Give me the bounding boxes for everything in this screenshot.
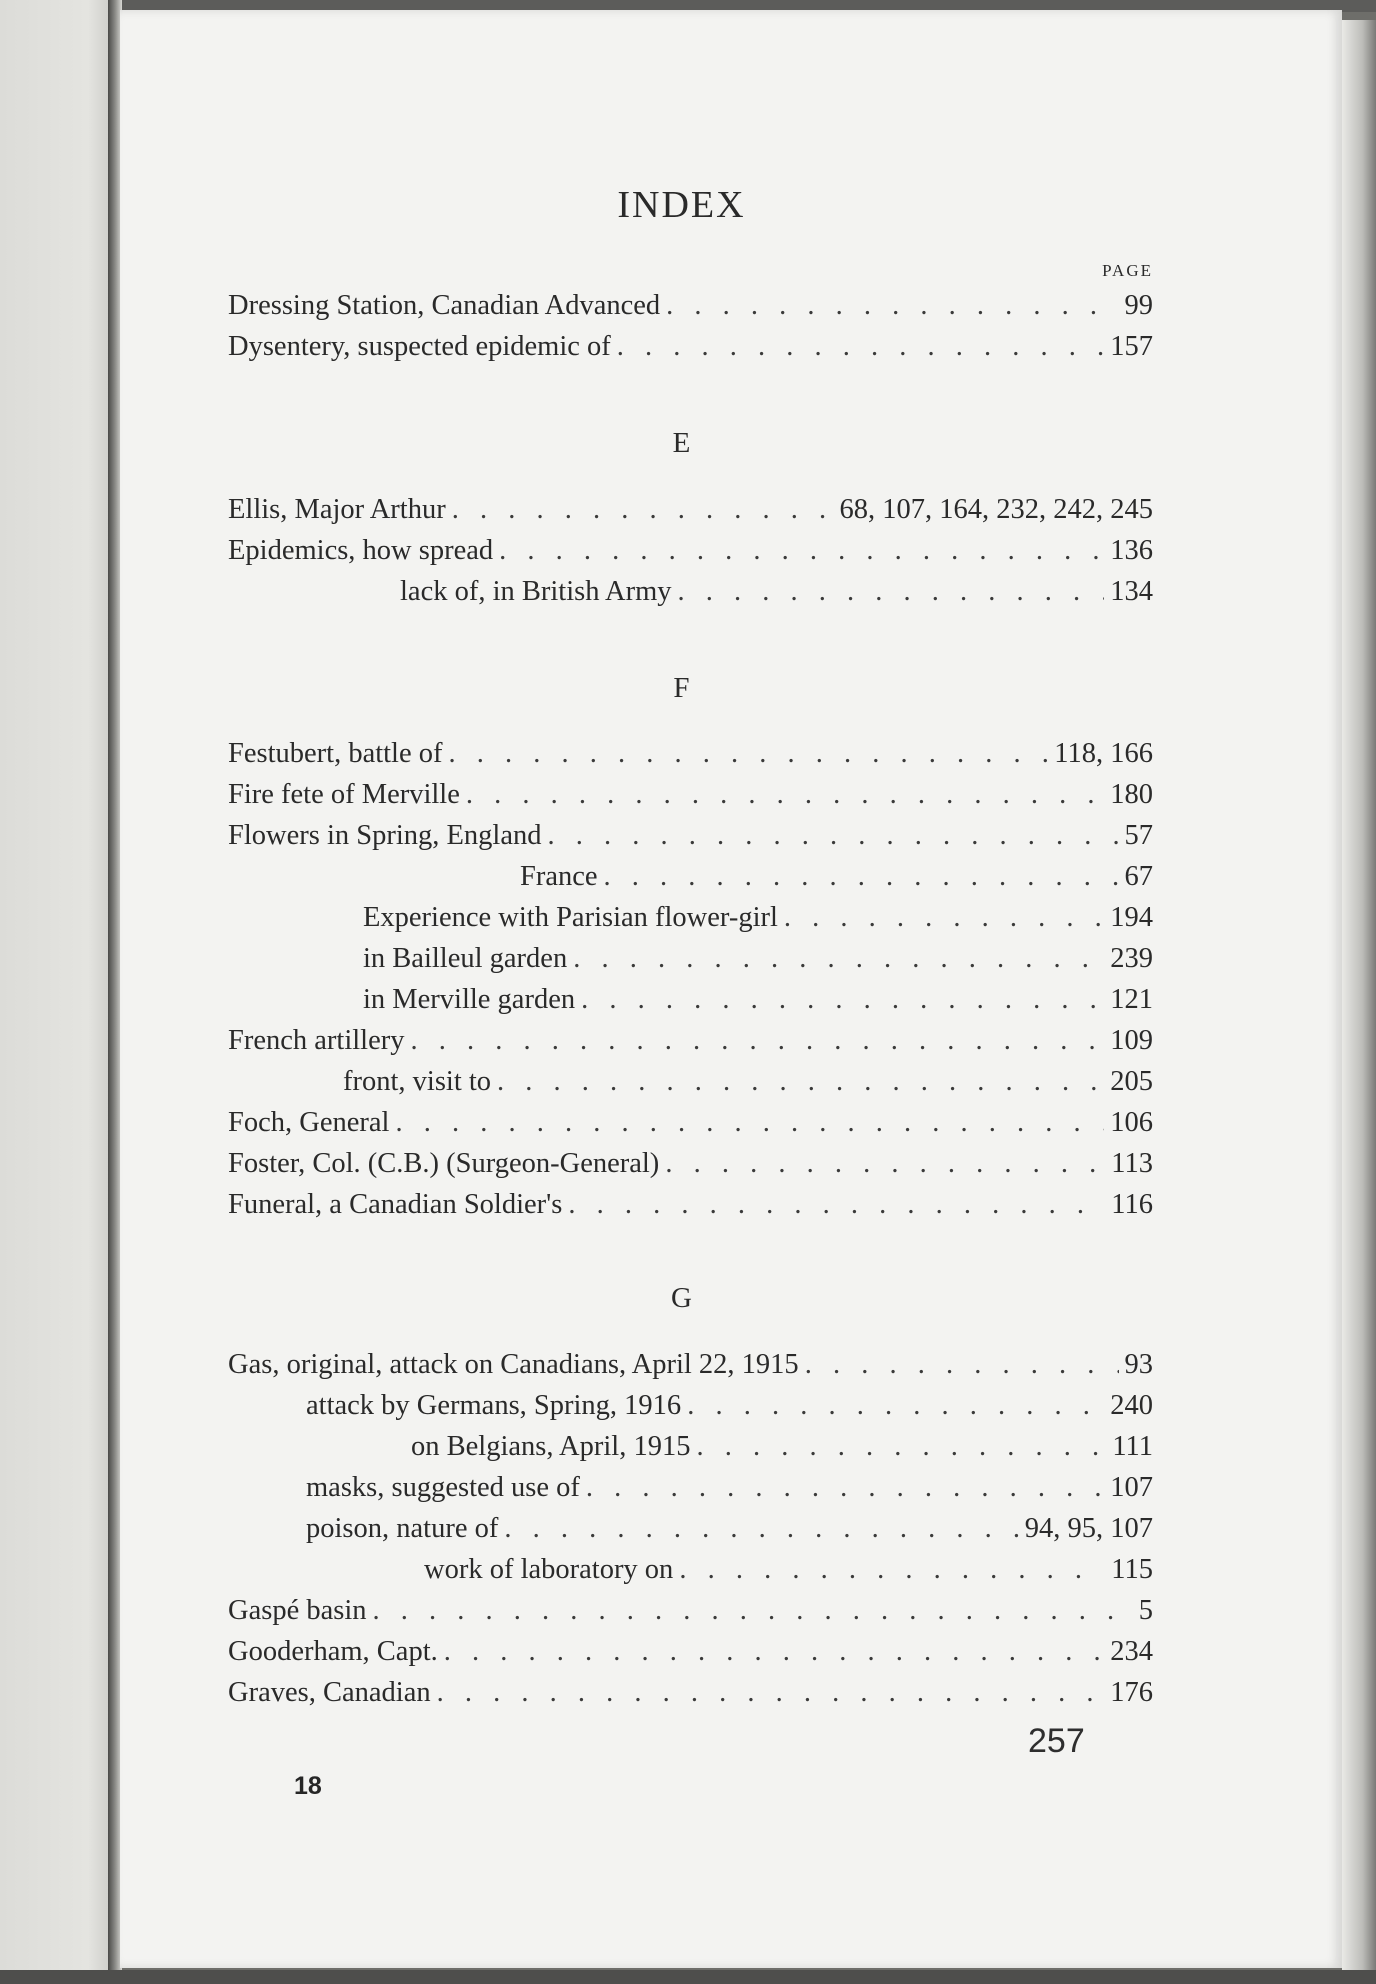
entry-pages: 94, 95, 107 [1024, 1513, 1153, 1544]
index-entry [228, 1107, 1153, 1147]
leader-dots [497, 1066, 1104, 1098]
entry-label: Flowers in Spring, England [228, 820, 542, 851]
entry-pages: 68, 107, 164, 232, 242, 245 [839, 494, 1153, 525]
leader-dots [410, 1025, 1104, 1057]
entry-label: masks, suggested use of [306, 1472, 580, 1503]
entry-label: Fire fete of Merville [228, 779, 460, 810]
entry-pages: 194 [1110, 902, 1153, 933]
entry-label: Festubert, battle of [228, 738, 443, 769]
entry-pages: 109 [1110, 1025, 1153, 1056]
index-entry [228, 1189, 1153, 1229]
entry-label: France [520, 861, 598, 892]
leader-dots [665, 1148, 1105, 1180]
entry-pages: 115 [1111, 1554, 1153, 1585]
entry-pages: 157 [1110, 331, 1153, 362]
leader-dots [568, 1189, 1105, 1221]
entry-label: Dysentery, suspected epidemic of [228, 331, 611, 362]
entry-label: attack by Germans, Spring, 1916 [306, 1390, 682, 1421]
index-subentry [363, 984, 1153, 1024]
leader-dots [504, 1513, 1018, 1545]
entry-pages: 176 [1110, 1677, 1153, 1708]
page-column-label: PAGE [1102, 261, 1153, 280]
index-title: INDEX [617, 184, 746, 226]
entry-label: Gooderham, Capt. [228, 1636, 438, 1667]
entry-label: poison, nature of [306, 1513, 499, 1544]
index-entry [228, 1677, 1153, 1717]
index-entry [228, 1595, 1153, 1635]
index-subentry [400, 576, 1153, 616]
entry-label: Foster, Col. (C.B.) (Surgeon-General) [228, 1148, 660, 1179]
index-subentry [520, 861, 1153, 901]
entry-label: Ellis, Major Arthur [228, 494, 446, 525]
entry-label: work of laboratory on [424, 1554, 674, 1585]
leader-dots [805, 1349, 1119, 1381]
index-subentry [306, 1513, 1153, 1553]
entry-pages: 136 [1110, 535, 1153, 566]
entry-label: Foch, General [228, 1107, 390, 1138]
leader-dots [452, 494, 834, 526]
leader-dots [617, 331, 1104, 363]
entry-label: Gas, original, attack on Canadians, April 22, 1915 [228, 1349, 799, 1380]
entry-label: front, visit to [343, 1066, 492, 1097]
entry-pages: 134 [1110, 576, 1153, 607]
index-entry [228, 779, 1153, 819]
index-subentry [306, 1390, 1153, 1430]
entry-pages: 93 [1124, 1349, 1153, 1380]
index-entry [228, 1349, 1153, 1389]
entry-pages: 111 [1112, 1431, 1153, 1462]
index-subentry [363, 943, 1153, 983]
leader-dots [581, 984, 1104, 1016]
leader-dots [373, 1595, 1133, 1627]
entry-pages: 5 [1138, 1595, 1153, 1626]
entry-label: Gaspé basin [228, 1595, 367, 1626]
index-subentry [424, 1554, 1153, 1594]
entry-pages: 107 [1110, 1472, 1153, 1503]
entry-pages: 67 [1124, 861, 1153, 892]
index-entry [228, 738, 1153, 778]
leader-dots [437, 1677, 1105, 1709]
index-entry [228, 535, 1153, 575]
leader-dots [586, 1472, 1104, 1504]
entry-pages: 113 [1111, 1148, 1153, 1179]
index-entry [228, 290, 1153, 330]
index-entry [228, 820, 1153, 860]
entry-label: Graves, Canadian [228, 1677, 431, 1708]
scan-bottom-edge [0, 1970, 1376, 1984]
leader-dots [449, 738, 1049, 770]
entry-label: Epidemics, how spread [228, 535, 494, 566]
leader-dots [678, 576, 1105, 608]
entry-pages: 116 [1111, 1189, 1153, 1220]
index-entry [228, 494, 1153, 534]
entry-label: in Merville garden [363, 984, 576, 1015]
entry-pages: 205 [1110, 1066, 1153, 1097]
entry-label: Dressing Station, Canadian Advanced [228, 290, 661, 321]
leader-dots [687, 1390, 1104, 1422]
leader-dots [666, 290, 1118, 322]
entry-label: Funeral, a Canadian Soldier's [228, 1189, 563, 1220]
index-subentry [363, 902, 1153, 942]
entry-pages: 240 [1110, 1390, 1153, 1421]
page-number: 257 [1028, 1722, 1085, 1760]
index-entry [228, 1636, 1153, 1676]
section-letter-f: F [673, 672, 690, 704]
entry-pages: 239 [1110, 943, 1153, 974]
leader-dots [395, 1107, 1104, 1139]
section-letter-e: E [672, 427, 691, 459]
entry-pages: 234 [1110, 1636, 1153, 1667]
leader-dots [679, 1554, 1105, 1586]
leader-dots [696, 1431, 1106, 1463]
index-entry [228, 1148, 1153, 1188]
entry-pages: 106 [1110, 1107, 1153, 1138]
page-fore-edge [1342, 20, 1376, 1970]
leader-dots [604, 861, 1119, 893]
leader-dots [444, 1636, 1105, 1668]
entry-pages: 180 [1110, 779, 1153, 810]
leader-dots [499, 535, 1104, 567]
entry-pages: 57 [1124, 820, 1153, 851]
entry-pages: 118, 166 [1054, 738, 1153, 769]
entry-label: lack of, in British Army [400, 576, 672, 607]
facing-page-edge [0, 0, 110, 1984]
signature-mark: 18 [294, 1772, 322, 1800]
entry-label: French artillery [228, 1025, 405, 1056]
entry-pages: 99 [1124, 290, 1153, 321]
index-subentry [343, 1066, 1153, 1106]
leader-dots [573, 943, 1104, 975]
index-subentry [411, 1431, 1153, 1471]
section-letter-g: G [671, 1282, 692, 1314]
entry-label: on Belgians, April, 1915 [411, 1431, 691, 1462]
leader-dots [784, 902, 1104, 934]
leader-dots [466, 779, 1104, 811]
entry-pages: 121 [1110, 984, 1153, 1015]
entry-label: Experience with Parisian flower-girl [363, 902, 778, 933]
index-entry [228, 331, 1153, 371]
entry-label: in Bailleul garden [363, 943, 568, 974]
index-subentry [306, 1472, 1153, 1512]
index-entry [228, 1025, 1153, 1065]
leader-dots [548, 820, 1119, 852]
